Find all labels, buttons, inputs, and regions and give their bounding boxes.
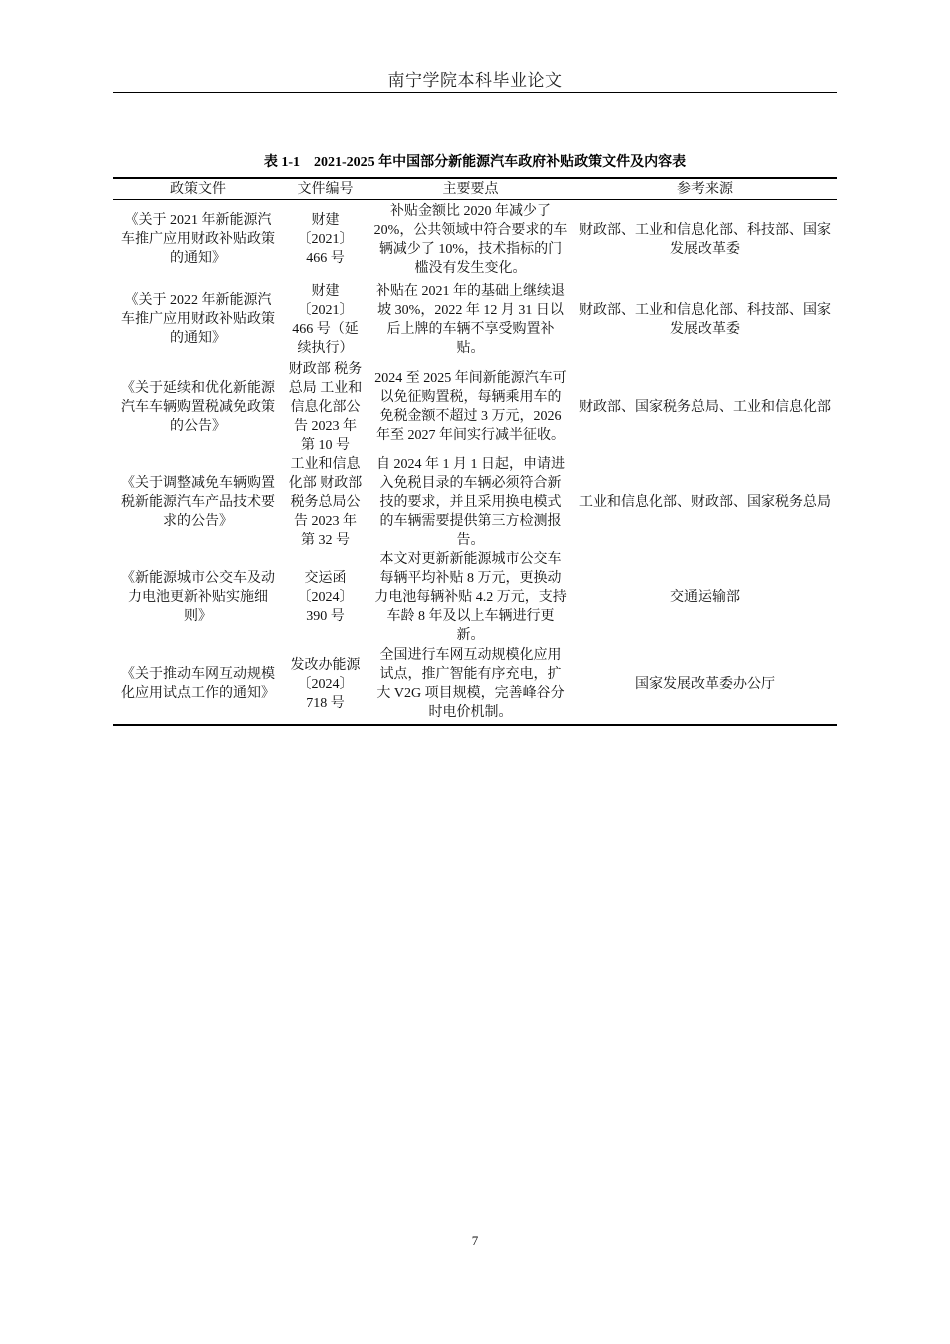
column-header-doc: 政策文件 bbox=[170, 181, 226, 197]
cell-number: 工业和信息化部 财政部 税务总局公告 2023 年第 32 号 bbox=[288, 456, 363, 548]
column-header-source: 参考来源 bbox=[677, 181, 733, 197]
table-row bbox=[113, 550, 837, 645]
cell-points: 补贴在 2021 年的基础上继续退坡 30%，2022 年 12 月 31 日以后上牌的车辆不享受购置补贴。 bbox=[376, 283, 565, 356]
cell-number: 发改办能源〔2024〕718 号 bbox=[290, 657, 361, 711]
cell-number: 财建〔2021〕466 号（延续执行） bbox=[292, 283, 359, 356]
cell-points: 自 2024 年 1 月 1 日起，申请进入免税目录的车辆必须符合新技的要求，并且采用换电模式的车辆需要提供第三方检测报告。 bbox=[376, 456, 565, 548]
cell-number: 交运函〔2024〕390 号 bbox=[297, 570, 354, 624]
column-header-points: 主要要点 bbox=[442, 181, 499, 197]
cell-source: 交通运输部 bbox=[670, 589, 740, 605]
cell-doc: 《关于 2021 年新能源汽车推广应用财政补贴政策的通知》 bbox=[121, 213, 275, 267]
column-header-number: 文件编号 bbox=[297, 181, 354, 197]
cell-points: 全国进行车网互动规模化应用试点，推广智能有序充电，扩大 V2G 项目规模，完善峰谷分时电价机制。 bbox=[376, 648, 565, 720]
page-number: 7 bbox=[471, 1233, 479, 1248]
cell-doc: 《关于延续和优化新能源汽车车辆购置税减免政策的公告》 bbox=[121, 380, 275, 434]
policy-table bbox=[113, 177, 837, 726]
table-row bbox=[113, 280, 837, 360]
running-header: 南宁学院本科毕业论文 bbox=[387, 71, 563, 90]
cell-doc: 《关于 2022 年新能源汽车推广应用财政补贴政策的通知》 bbox=[121, 293, 275, 346]
cell-source: 国家发展改革委办公厅 bbox=[635, 676, 775, 692]
cell-doc: 《新能源城市公交车及动力电池更新补贴实施细则》 bbox=[121, 570, 275, 624]
table-row bbox=[113, 200, 837, 280]
table-row bbox=[113, 455, 837, 550]
cell-points: 本文对更新新能源城市公交车每辆平均补贴 8 万元，更换动力电池每辆补贴 4.2 万元，支持车龄 8 年及以上车辆进行更新。 bbox=[374, 551, 567, 643]
table-row bbox=[113, 360, 837, 455]
header-rule bbox=[113, 92, 837, 93]
cell-number: 财建〔2021〕466 号 bbox=[297, 213, 354, 267]
cell-doc: 《关于调整减免车辆购置税新能源汽车产品技术要求的公告》 bbox=[121, 475, 275, 529]
cell-points: 2024 至 2025 年间新能源汽车可以免征购置税，每辆乘用车的免税金额不超过 3 万元，2026 年至 2027 年间实行减半征收。 bbox=[374, 371, 567, 443]
cell-points: 补贴金额比 2020 年减少了 20%，公共领域中符合要求的车辆减少了 10%，技术指标的门槛没有发生变化。 bbox=[373, 203, 568, 276]
table-row bbox=[113, 645, 837, 725]
table-caption: 表 1-1 2021-2025 年中国部分新能源汽车政府补贴政策文件及内容表 bbox=[263, 155, 687, 170]
cell-number: 财政部 税务总局 工业和信息化部公告 2023 年第 10 号 bbox=[288, 361, 363, 453]
cell-doc: 《关于推动车网互动规模化应用试点工作的通知》 bbox=[121, 667, 275, 701]
cell-source: 财政部、工业和信息化部、科技部、国家发展改革委 bbox=[579, 302, 831, 337]
cell-source: 财政部、工业和信息化部、科技部、国家发展改革委 bbox=[579, 222, 831, 257]
cell-source: 工业和信息化部、财政部、国家税务总局 bbox=[579, 494, 831, 510]
table-header-row bbox=[113, 178, 837, 200]
cell-source: 财政部、国家税务总局、工业和信息化部 bbox=[579, 399, 831, 415]
